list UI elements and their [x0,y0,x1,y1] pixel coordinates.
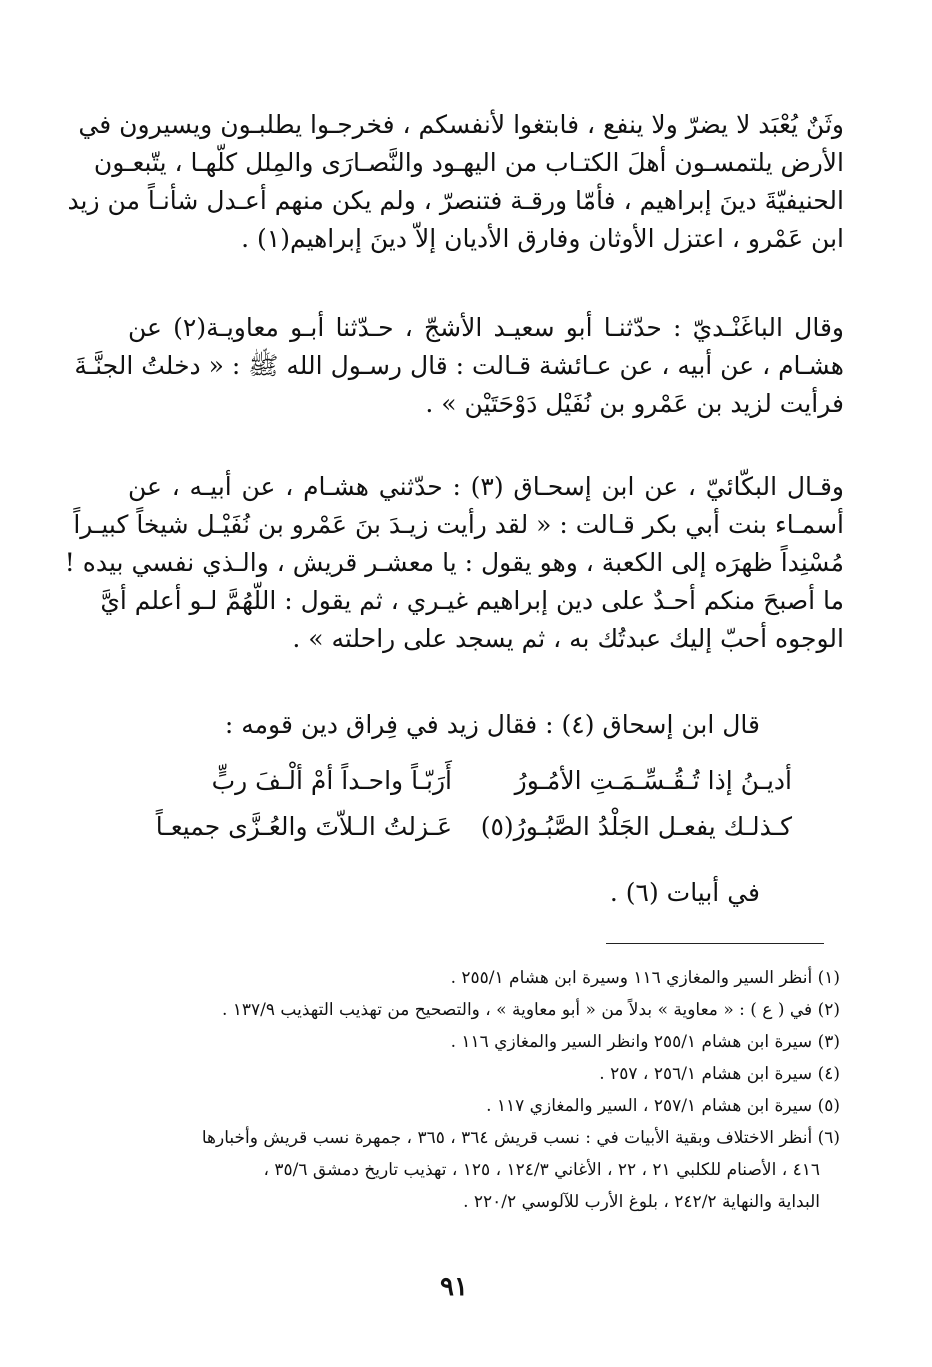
verse-2-first-hemistich: عَـزلتُ الـلاّتَ والعُـزَّى جميعـاً [155,812,452,841]
paragraph-2 [74,309,844,423]
footnote: (٣) سيرة ابن هشام ٢٥٥/١ وانظر السير والمغازي ١١٦ . [450,1032,840,1052]
footnote-separator [606,943,824,944]
text-line: أسمـاء بنت أبي بكر قـالت : « لقد رأيت زيـدَ بنَ عَمْرو بن نُفَيْـل شيخاً كبيـراً [73,510,844,539]
text-line: فرأيت لزيد بن عَمْرو بن نُفَيْل دَوْحَتَيْن » . [425,389,844,418]
text-line: وقـال البكّائيّ ، عن ابن إسحـاق (٣) : حدّثني هشـام ، عن أبيـه ، عن [128,472,844,501]
text-line: ما أصبحَ منكم أحـدٌ على دين إبراهيم غيـري ، ثم يقول : اللّهُمَّ لـو أعلم أيَّ [100,586,844,615]
footnote: (٦) أنظر الاختلاف وبقية الأبيات في : نسب قريش ٣٦٤ ، ٣٦٥ ، جمهرة نسب قريش وأخبارها [201,1128,840,1148]
verse-1-second-hemistich: أديـنُ إذا تُـقُـسِّـمَـتِ الأمُـورُ [514,766,792,795]
text-line: الحنيفيّةَ دينَ إبراهيم ، فأمّا ورقـة فتنصرّ ، ولم يكن منهم أعـدل شأنـاً من زيد [67,186,844,215]
closing-line: في أبيات (٦) . [609,878,760,907]
verse-2-second-hemistich: كـذلـك يفعـل الجَلْدُ الصَّبُـورُ(٥) [480,812,792,841]
footnote: (٢) في ( ع ) : « معاوية » بدلاً من « أبو معاوية » ، والتصحيح من تهذيب التهذيب ١٣٧/٩ . [221,1000,840,1020]
footnote: (٥) سيرة ابن هشام ٢٥٧/١ ، السير والمغازي ١١٧ . [486,1096,840,1116]
footnote: (٤) سيرة ابن هشام ٢٥٦/١ ، ٢٥٧ . [599,1064,840,1084]
paragraph-1 [67,106,844,258]
text-line: الوجوه أحبّ إليك عبدتُك به ، ثم يسجد على راحلته » . [292,624,844,653]
footnote-continuation: ٤١٦ ، الأصنام للكلبي ٢١ ، ٢٢ ، الأغاني ١٢٤/٣ ، ١٢٥ ، تهذيب تاريخ دمشق ٣٥/٦ ، [263,1160,820,1180]
verse-1-first-hemistich: أَرَبّـاً واحـداً أمْ ألْـفَ ربٍّ [211,766,452,795]
text-line: وقال الباغَنْـديّ : حدّثنـا أبو سعيـد الأشجّ ، حـدّثنا أبـو معاويـة(٢) عن [128,313,844,342]
footnote-continuation: البداية والنهاية ٢٤٢/٢ ، بلوغ الأرب للآلوسي ٢٢٠/٢ . [463,1192,820,1212]
page-number: ٩١ [440,1272,468,1302]
paragraph-3 [64,468,844,658]
footnotes [128,962,840,1218]
text-line: وثَنٌ يُعْبَد لا يضرّ ولا ينفع ، فابتغوا لأنفسكم ، فخرجـوا يطلبـون ويسيرون في [78,110,844,139]
text-line: هشـام ، عن أبيه ، عن عـائشة قـالت : قال رسـول الله ﷺ : « دخلتُ الجنَّـةَ [74,351,844,380]
text-line: الأرض يلتمسـون أهلَ الكتـاب من اليهـود والنَّصـارَى والمِلل كلّهـا ، يتّبعـون [93,148,844,177]
text-line: مُسْنِداً ظهرَه إلى الكعبة ، وهو يقول : يا معشـر قريش ، والـذي نفسي بيده ! [64,548,844,577]
verse-intro: قال ابن إسحاق (٤) : فقال زيد في فِراق دين قومه : [224,710,760,739]
footnote: (١) أنظر السير والمغازي ١١٦ وسيرة ابن هشام ٢٥٥/١ . [450,968,840,988]
text-line: ابن عَمْرو ، اعتزل الأوثان وفارق الأديان إلاّ دينَ إبراهيم(١) . [241,224,844,253]
